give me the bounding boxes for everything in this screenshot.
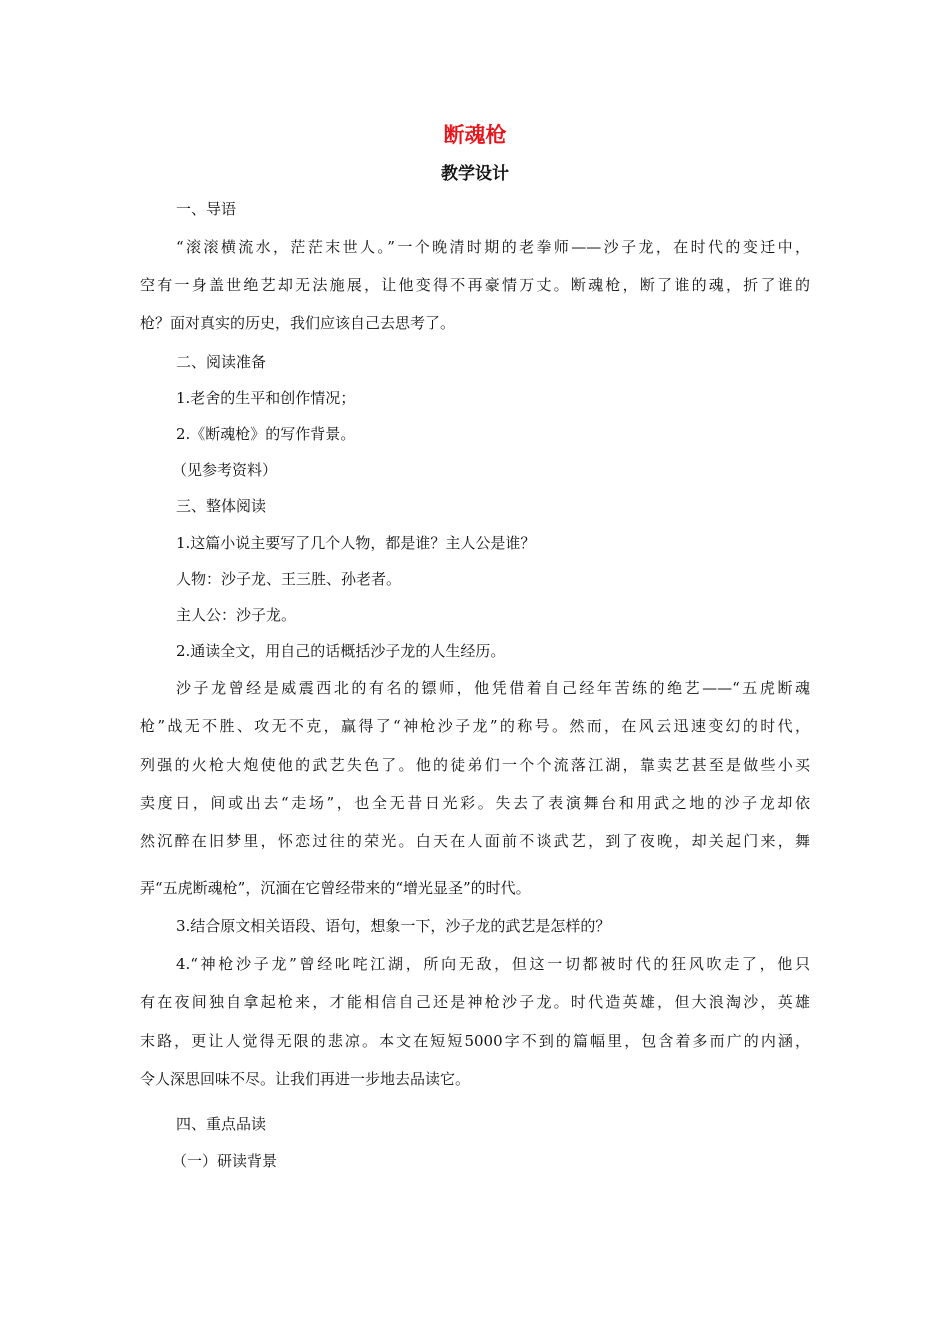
paragraph-line: 沙子龙曾经是威震西北的有名的镖师，他凭借着自己经年苦练的绝艺——“五虎断魂 bbox=[176, 679, 810, 697]
paragraph-line: 弄“五虎断魂枪”，沉湎在它曾经带来的“增光显圣”的时代。 bbox=[140, 879, 531, 897]
section-heading-intro: 一、导语 bbox=[176, 200, 237, 218]
reference-note: （见参考资料） bbox=[172, 461, 278, 479]
question-item: 2.通读全文，用自己的话概括沙子龙的人生经历。 bbox=[176, 642, 506, 660]
question-item: 3.结合原文相关语段、语句，想象一下，沙子龙的武艺是怎样的？ bbox=[176, 917, 611, 935]
paragraph-line: 列强的火枪大炮使他的武艺失色了。他的徒弟们一个个流落江湖，靠卖艺甚至是做些小买 bbox=[140, 756, 810, 774]
paragraph-line: 令人深思回味不尽。让我们再进一步地去品读它。 bbox=[140, 1070, 471, 1088]
section-heading-overall-reading: 三、整体阅读 bbox=[176, 497, 267, 515]
subsection-heading: （一）研读背景 bbox=[172, 1152, 278, 1170]
document-title: 断魂枪 bbox=[443, 123, 507, 147]
document-subtitle: 教学设计 bbox=[441, 164, 509, 184]
paragraph-line: 4.“神枪沙子龙”曾经叱咤江湖，所向无敌，但这一切都被时代的狂风吹走了，他只 bbox=[176, 955, 810, 973]
list-item: 2.《断魂枪》的写作背景。 bbox=[176, 425, 356, 443]
answer-line: 主人公：沙子龙。 bbox=[176, 606, 297, 624]
section-heading-preparation: 二、阅读准备 bbox=[176, 353, 267, 371]
question-item: 1.这篇小说主要写了几个人物，都是谁？主人公是谁？ bbox=[176, 534, 536, 552]
paragraph-line: 枪？面对真实的历史，我们应该自己去思考了。 bbox=[140, 314, 456, 332]
section-heading-key-reading: 四、重点品读 bbox=[176, 1115, 267, 1133]
paragraph-line: 然沉醉在旧梦里，怀恋过往的荣光。白天在人面前不谈武艺，到了夜晚，却关起门来，舞 bbox=[140, 832, 810, 850]
list-item: 1.老舍的生平和创作情况； bbox=[176, 389, 356, 407]
paragraph-line: 卖度日，间或出去“走场”，也全无昔日光彩。失去了表演舞台和用武之地的沙子龙却依 bbox=[140, 794, 810, 812]
answer-line: 人物：沙子龙、王三胜、孙老者。 bbox=[176, 570, 402, 588]
paragraph-line: 枪”战无不胜、攻无不克，赢得了“神枪沙子龙”的称号。然而，在风云迅速变幻的时代， bbox=[140, 717, 810, 735]
paragraph-line: “滚滚横流水，茫茫末世人。”一个晚清时期的老拳师——沙子龙，在时代的变迁中， bbox=[176, 238, 810, 256]
paragraph-line: 空有一身盖世绝艺却无法施展，让他变得不再豪情万丈。断魂枪，断了谁的魂，折了谁的 bbox=[140, 276, 810, 294]
paragraph-line: 有在夜间独自拿起枪来，才能相信自己还是神枪沙子龙。时代造英雄，但大浪淘沙，英雄 bbox=[140, 993, 810, 1011]
paragraph-line: 末路，更让人觉得无限的悲凉。本文在短短5000字不到的篇幅里，包含着多而广的内涵， bbox=[140, 1032, 810, 1050]
